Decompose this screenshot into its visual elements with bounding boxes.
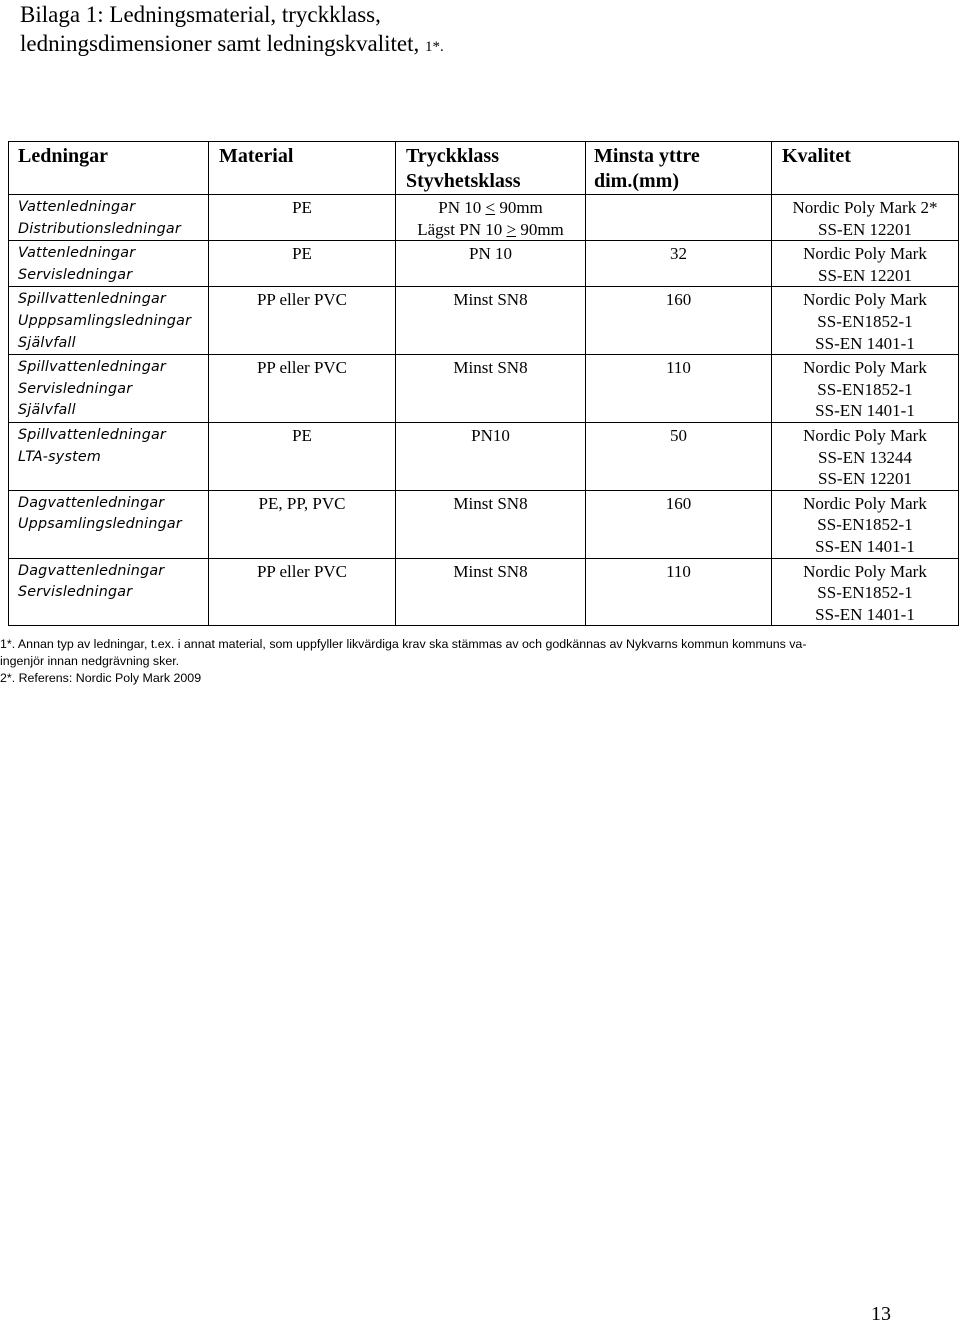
cell-kvalitet <box>772 355 959 423</box>
header-line: Kvalitet <box>782 145 851 167</box>
header-line: Styvhetsklass <box>406 170 521 192</box>
header-line: Minsta yttre <box>594 145 700 167</box>
header-minsta-dim <box>586 142 772 195</box>
cell-minsta-dim <box>586 558 772 626</box>
cell-line: SS-EN 1401-1 <box>815 604 915 624</box>
cell-minsta-dim <box>586 287 772 355</box>
cell-ledningar <box>9 558 209 626</box>
cell-line: SS-EN 12201 <box>818 265 912 285</box>
header-material <box>209 142 396 195</box>
cell-line: Minst SN8 <box>453 561 528 581</box>
cell-line: Nordic Poly Mark <box>803 244 927 264</box>
table-row <box>9 241 959 287</box>
table-row <box>9 355 959 423</box>
header-kvalitet <box>772 142 959 195</box>
cell-line: SS-EN1852-1 <box>817 379 913 399</box>
cell-line: SS-EN1852-1 <box>817 583 913 603</box>
header-line: Material <box>219 145 294 167</box>
cell-line: PE <box>292 425 312 445</box>
cell-line: 160 <box>665 290 692 310</box>
cell-line: Minst SN8 <box>453 358 528 378</box>
cell-line: Självfall <box>18 402 76 419</box>
pipe-specification-table <box>8 141 959 626</box>
cell-line: Nordic Poly Mark 2* <box>792 198 938 217</box>
table-header-row <box>9 142 959 195</box>
footnote-1-line-2: ingenjör innan nedgrävning sker. <box>0 654 180 669</box>
header-tryckklass <box>396 142 586 195</box>
cell-minsta-dim <box>586 195 772 241</box>
cell-line: Servisledningar <box>18 380 133 397</box>
cell-line: PN 10 <box>469 244 512 264</box>
header-line: dim.(mm) <box>594 170 679 192</box>
cell-line: Spillvattenledningar <box>18 426 167 443</box>
cell-minsta-dim <box>586 422 772 490</box>
cell-line: SS-EN 13244 <box>818 447 912 467</box>
cell-line: Nordic Poly Mark <box>803 290 927 310</box>
cell-line: Minst SN8 <box>453 290 528 310</box>
cell-kvalitet <box>772 490 959 558</box>
cell-line: 160 <box>665 493 692 513</box>
cell-line: LTA-system <box>18 448 102 465</box>
cell-line: Vattenledningar <box>18 245 136 262</box>
cell-line: SS-EN 12201 <box>818 469 912 489</box>
cell-line: Spillvattenledningar <box>18 359 167 376</box>
cell-line: PE, PP, PVC <box>258 493 346 513</box>
cell-kvalitet <box>772 422 959 490</box>
cell-line: PP eller PVC <box>256 290 348 310</box>
table-row <box>9 558 959 626</box>
title-line-1: Bilaga 1: Ledningsmaterial, tryckklass, <box>20 2 381 27</box>
cell-line: Dagvattenledningar <box>18 562 165 579</box>
cell-minsta-dim <box>586 490 772 558</box>
table-row <box>9 422 959 490</box>
cell-kvalitet <box>772 195 959 241</box>
header-ledningar <box>9 142 209 195</box>
cell-line: 50 <box>670 425 687 445</box>
cell-ledningar <box>9 355 209 423</box>
cell-material <box>209 558 396 626</box>
cell-material <box>209 422 396 490</box>
cell-line: Servisledningar <box>18 584 133 601</box>
cell-ledningar <box>9 490 209 558</box>
cell-line: SS-EN1852-1 <box>817 515 913 535</box>
cell-line: Självfall <box>18 334 76 351</box>
cell-ledningar <box>9 241 209 287</box>
cell-line: SS-EN1852-1 <box>817 311 913 331</box>
cell-line: PN 10 < 90mm <box>438 198 543 217</box>
cell-kvalitet <box>772 558 959 626</box>
cell-line: Upppsamlingsledningar <box>18 312 192 329</box>
cell-line: PP eller PVC <box>256 561 348 581</box>
cell-line: Dagvattenledningar <box>18 494 165 511</box>
cell-tryckklass <box>396 422 586 490</box>
cell-line: Nordic Poly Mark <box>803 493 927 513</box>
footnote-1-line-1: 1*. Annan typ av ledningar, t.ex. i annat material, som uppfyller likvärdiga krav ska stämmas av och godkännas av Nykvarns kommun kommuns va- <box>0 637 807 651</box>
cell-line: Nordic Poly Mark <box>803 358 927 378</box>
cell-line: PP eller PVC <box>256 358 348 378</box>
cell-line: SS-EN 12201 <box>818 219 912 239</box>
cell-tryckklass <box>396 287 586 355</box>
cell-line: PN10 <box>471 425 510 445</box>
footnotes <box>0 636 950 688</box>
cell-material <box>209 490 396 558</box>
cell-material <box>209 287 396 355</box>
cell-tryckklass <box>396 195 586 241</box>
title-footnote-ref: 1*. <box>425 39 444 55</box>
cell-line: Vattenledningar <box>18 199 136 215</box>
cell-line: SS-EN 1401-1 <box>815 401 915 421</box>
cell-line: Nordic Poly Mark <box>803 425 927 445</box>
cell-line: Nordic Poly Mark <box>803 561 927 581</box>
table-row <box>9 287 959 355</box>
cell-tryckklass <box>396 558 586 626</box>
cell-line: PE <box>292 198 312 217</box>
cell-ledningar <box>9 287 209 355</box>
footnote-2: 2*. Referens: Nordic Poly Mark 2009 <box>0 671 202 686</box>
cell-line: PE <box>292 244 312 264</box>
cell-line: Servisledningar <box>18 266 133 283</box>
cell-line: Lägst PN 10 > 90mm <box>417 219 564 239</box>
cell-kvalitet <box>772 241 959 287</box>
cell-line: 110 <box>666 561 691 581</box>
cell-tryckklass <box>396 490 586 558</box>
cell-ledningar <box>9 195 209 241</box>
table-row <box>9 195 959 241</box>
cell-line: 32 <box>670 244 687 264</box>
cell-material <box>209 195 396 241</box>
cell-line: SS-EN 1401-1 <box>815 536 915 556</box>
cell-tryckklass <box>396 241 586 287</box>
cell-line: 110 <box>666 358 691 378</box>
page-number: 13 <box>871 1303 891 1325</box>
cell-material <box>209 355 396 423</box>
cell-line: Uppsamlingsledningar <box>18 516 182 533</box>
cell-line: SS-EN 1401-1 <box>815 333 915 353</box>
cell-line: Spillvattenledningar <box>18 291 167 308</box>
cell-kvalitet <box>772 287 959 355</box>
cell-minsta-dim <box>586 355 772 423</box>
title-line-2-text: ledningsdimensioner samt ledningskvalitet, <box>20 31 420 56</box>
cell-line: Minst SN8 <box>453 493 528 513</box>
cell-ledningar <box>9 422 209 490</box>
cell-tryckklass <box>396 355 586 423</box>
header-line: Ledningar <box>18 145 109 167</box>
cell-minsta-dim <box>586 241 772 287</box>
document-title <box>20 0 940 62</box>
table-body <box>9 195 959 626</box>
header-line: Tryckklass <box>406 145 499 167</box>
cell-material <box>209 241 396 287</box>
table-row <box>9 490 959 558</box>
cell-line: Distributionsledningar <box>18 220 181 237</box>
title-line-2 <box>20 29 940 62</box>
